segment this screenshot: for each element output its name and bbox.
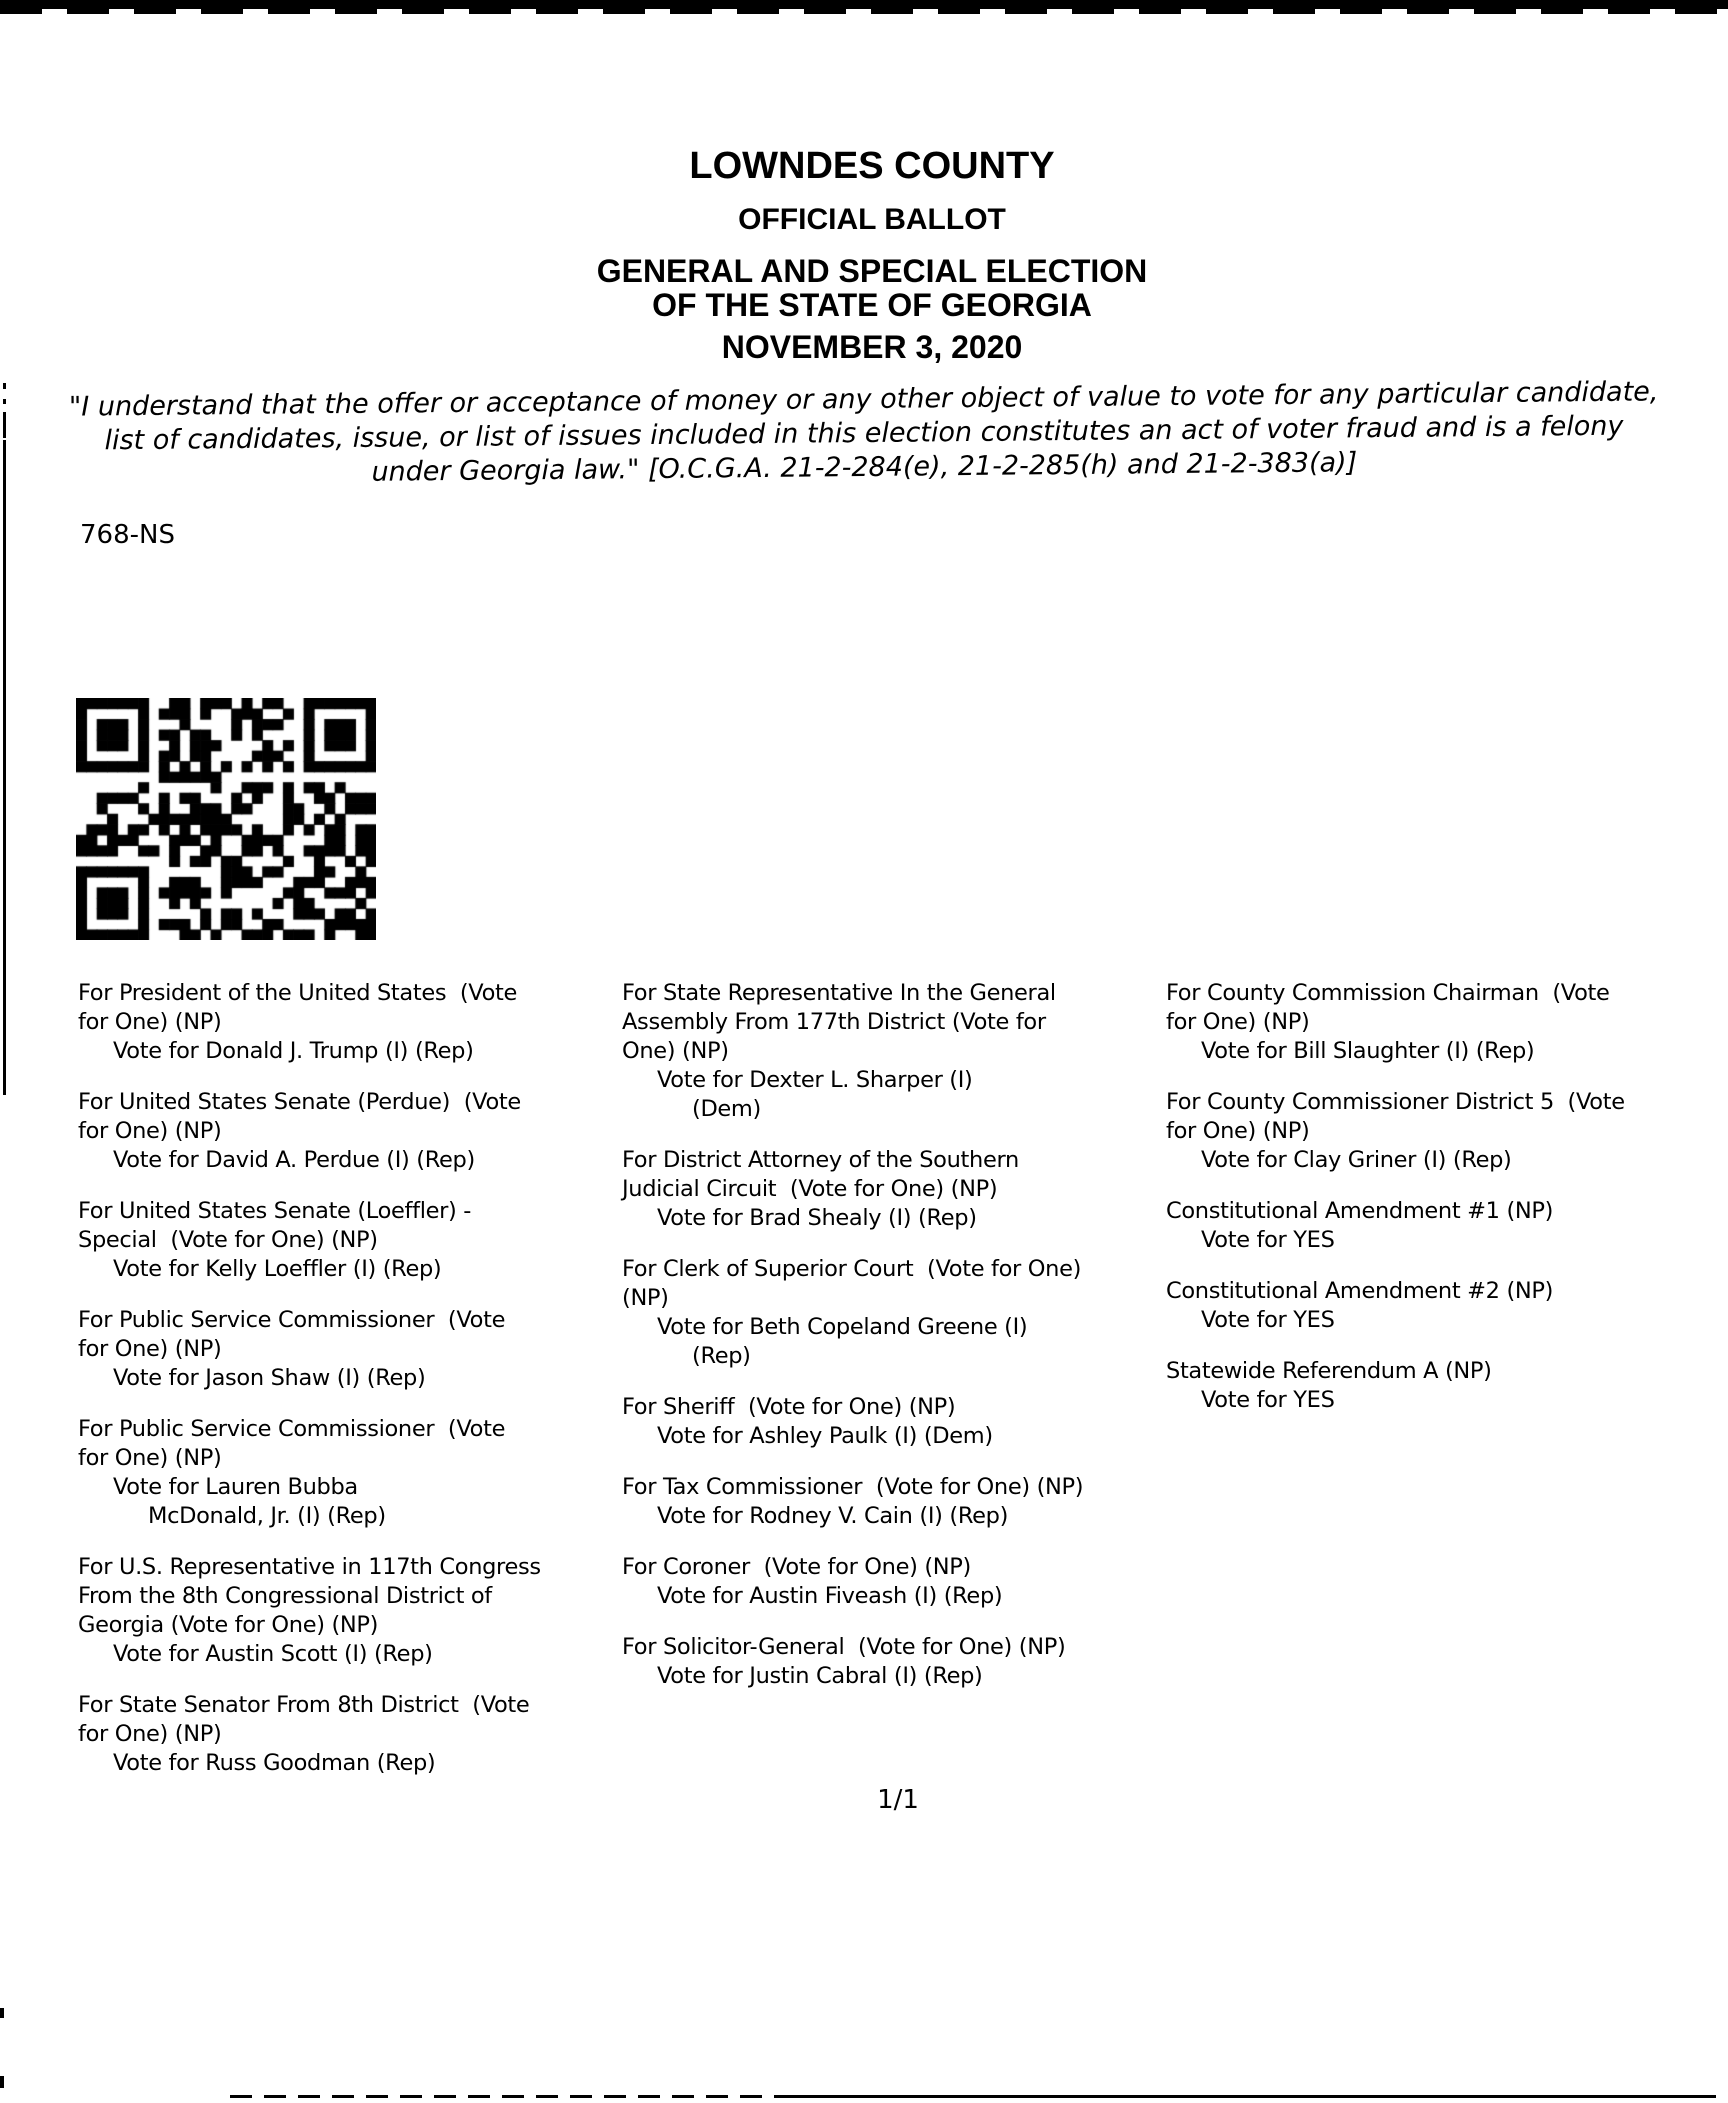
- vote-line: Vote for Donald J. Trump (I) (Rep): [113, 1038, 474, 1064]
- contest: [622, 1553, 1182, 1611]
- county-title: LOWNDES COUNTY: [689, 145, 1055, 187]
- scan-bottom-dashed-line: [230, 2095, 780, 2098]
- scan-speck: [0, 2008, 4, 2018]
- contest: [78, 1088, 638, 1175]
- contest: [622, 1146, 1182, 1233]
- scan-top-bar: [0, 0, 1728, 9]
- contest-title-line: for One) (NP): [78, 1336, 222, 1362]
- scan-speck: [0, 2076, 4, 2088]
- contest-title-line: For County Commissioner District 5 (Vote: [1166, 1089, 1625, 1115]
- contest: [78, 1691, 638, 1778]
- contest-title-line: for One) (NP): [78, 1009, 222, 1035]
- contest-title-line: Special (Vote for One) (NP): [78, 1227, 378, 1253]
- contest: [1166, 1357, 1726, 1415]
- contest: [1166, 1277, 1726, 1335]
- contest: [622, 1633, 1182, 1691]
- vote-line: Vote for Bill Slaughter (I) (Rep): [1201, 1038, 1535, 1064]
- voter-fraud-disclaimer: [20, 375, 1709, 493]
- contest: [78, 1306, 638, 1393]
- contest-title-line: From the 8th Congressional District of: [78, 1583, 492, 1609]
- contest-title-line: Judicial Circuit (Vote for One) (NP): [622, 1176, 998, 1202]
- vote-line: Vote for Russ Goodman (Rep): [113, 1750, 436, 1776]
- scan-bottom-solid-line: [780, 2095, 1716, 2098]
- vote-line: Vote for YES: [1201, 1227, 1335, 1253]
- ballot-type-title: OFFICIAL BALLOT: [738, 203, 1006, 236]
- scan-speck: [3, 412, 6, 438]
- contest-title-line: (NP): [622, 1285, 669, 1311]
- contest-title-line: For Coroner (Vote for One) (NP): [622, 1554, 971, 1580]
- contest: [622, 1473, 1182, 1531]
- vote-line: Vote for David A. Perdue (I) (Rep): [113, 1147, 475, 1173]
- vote-line: Vote for YES: [1201, 1387, 1335, 1413]
- contest-title-line: Constitutional Amendment #1 (NP): [1166, 1198, 1554, 1224]
- contest-title-line: For District Attorney of the Southern: [622, 1147, 1019, 1173]
- vote-line: (Rep): [692, 1343, 751, 1369]
- contest-title-line: For County Commission Chairman (Vote: [1166, 980, 1610, 1006]
- scan-left-edge-line: [3, 440, 6, 1095]
- contest: [622, 1393, 1182, 1451]
- disclaimer-line: list of candidates, issue, or list of issues included in this election constitutes an act of voter fraud and is a felony: [104, 410, 1624, 457]
- disclaimer-line: "I understand that the offer or acceptance of money or any other object of value to vote for any particular candidate,: [68, 376, 1659, 423]
- vote-line: Vote for Brad Shealy (I) (Rep): [657, 1205, 977, 1231]
- contest-title-line: For United States Senate (Loeffler) -: [78, 1198, 472, 1224]
- election-date: NOVEMBER 3, 2020: [721, 329, 1023, 365]
- vote-line: Vote for Ashley Paulk (I) (Dem): [657, 1423, 993, 1449]
- contest: [1166, 1197, 1726, 1255]
- contest: [78, 1197, 638, 1284]
- contest-title-line: For Public Service Commissioner (Vote: [78, 1307, 506, 1333]
- scan-speck: [3, 383, 6, 389]
- contest-title-line: For Solicitor-General (Vote for One) (NP): [622, 1634, 1066, 1660]
- contest-title-line: for One) (NP): [1166, 1118, 1310, 1144]
- contest: [78, 1553, 638, 1669]
- contest-title-line: Georgia (Vote for One) (NP): [78, 1612, 379, 1638]
- page-number: 1/1: [877, 1785, 919, 1815]
- contest-title-line: Assembly From 177th District (Vote for: [622, 1009, 1046, 1035]
- vote-line: Vote for Rodney V. Cain (I) (Rep): [657, 1503, 1009, 1529]
- vote-line: Vote for Kelly Loeffler (I) (Rep): [113, 1256, 442, 1282]
- vote-line: Vote for Jason Shaw (I) (Rep): [113, 1365, 426, 1391]
- ballot-column: [622, 979, 1182, 1713]
- contest-title-line: For United States Senate (Perdue) (Vote: [78, 1089, 521, 1115]
- scan-speck: [3, 399, 6, 404]
- vote-line: Vote for Austin Scott (I) (Rep): [113, 1641, 433, 1667]
- vote-line: Vote for Beth Copeland Greene (I): [657, 1314, 1028, 1340]
- election-title-line1: GENERAL AND SPECIAL ELECTION: [596, 253, 1148, 289]
- contest-title-line: For President of the United States (Vote: [78, 980, 518, 1006]
- disclaimer-line: under Georgia law." [O.C.G.A. 21-2-284(e), 21-2-285(h) and 21-2-383(a)]: [371, 447, 1358, 488]
- contest-title-line: for One) (NP): [1166, 1009, 1310, 1035]
- contest-title-line: for One) (NP): [78, 1721, 222, 1747]
- vote-line: Vote for Justin Cabral (I) (Rep): [657, 1663, 983, 1689]
- vote-line: (Dem): [692, 1096, 761, 1122]
- contest: [78, 1415, 638, 1531]
- contest-title-line: Constitutional Amendment #2 (NP): [1166, 1278, 1554, 1304]
- contest-title-line: Statewide Referendum A (NP): [1166, 1358, 1492, 1384]
- contest-title-line: One) (NP): [622, 1038, 729, 1064]
- vote-line: Vote for Austin Fiveash (I) (Rep): [657, 1583, 1003, 1609]
- contest: [622, 979, 1182, 1124]
- contest: [622, 1255, 1182, 1371]
- ballot-column: [1166, 979, 1726, 1437]
- vote-line: Vote for Dexter L. Sharper (I): [657, 1067, 973, 1093]
- contest-title-line: For Sheriff (Vote for One) (NP): [622, 1394, 956, 1420]
- vote-line: Vote for Lauren Bubba: [113, 1474, 358, 1500]
- ballot-column: [78, 979, 638, 1800]
- qr-code: [76, 698, 376, 940]
- vote-line: Vote for Clay Griner (I) (Rep): [1201, 1147, 1512, 1173]
- ballot-style-id: 768-NS: [80, 520, 175, 550]
- contest-title-line: For Public Service Commissioner (Vote: [78, 1416, 506, 1442]
- contest-title-line: for One) (NP): [78, 1445, 222, 1471]
- vote-line: Vote for YES: [1201, 1307, 1335, 1333]
- scan-top-fringe: [0, 9, 1728, 14]
- contest: [1166, 1088, 1726, 1175]
- contest-title-line: For State Senator From 8th District (Vote: [78, 1692, 530, 1718]
- contest: [78, 979, 638, 1066]
- contest-title-line: For U.S. Representative in 117th Congress: [78, 1554, 541, 1580]
- contest-title-line: For State Representative In the General: [622, 980, 1056, 1006]
- vote-line: McDonald, Jr. (I) (Rep): [148, 1503, 386, 1529]
- contest-title-line: For Tax Commissioner (Vote for One) (NP): [622, 1474, 1084, 1500]
- contest-title-line: For Clerk of Superior Court (Vote for One): [622, 1256, 1082, 1282]
- contest-title-line: for One) (NP): [78, 1118, 222, 1144]
- contest: [1166, 979, 1726, 1066]
- election-title-line2: OF THE STATE OF GEORGIA: [652, 287, 1092, 323]
